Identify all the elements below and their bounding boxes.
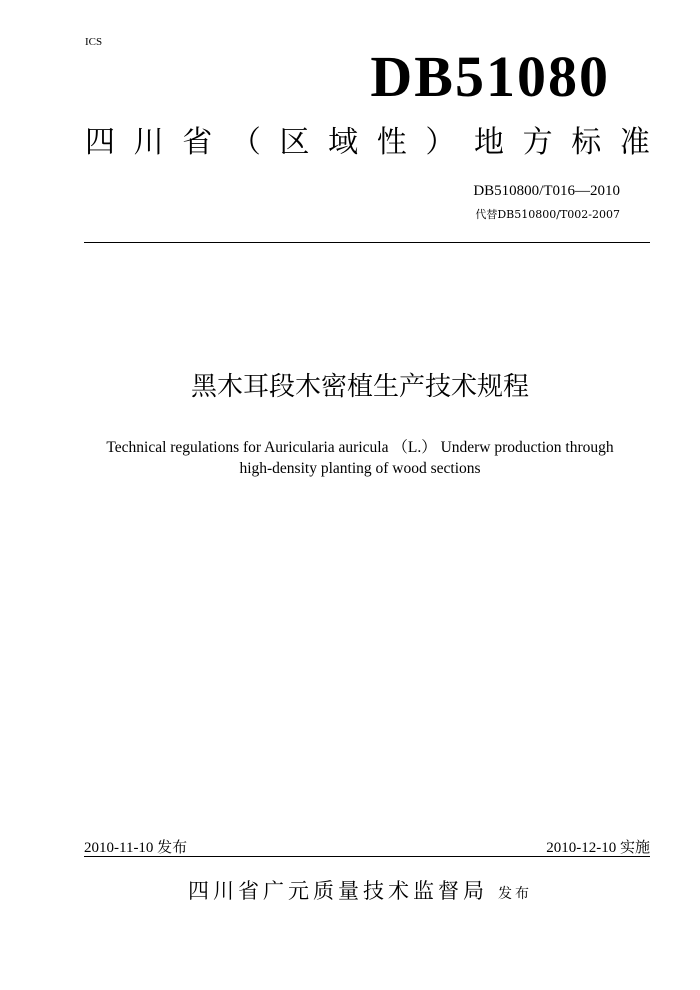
title-english-line1: Technical regulations for Auricularia auricula （L.） Underw production through [106,439,614,456]
implementation-date: 2010-12-10 实施 [546,840,650,856]
standard-type-char: 性 [376,125,407,160]
title-chinese: 黑木耳段木密植生产技术规程 [190,372,529,402]
standard-type-char: 标 [571,125,602,160]
standard-type-char: 方 [522,125,553,160]
standard-number: DB510800/T016—2010 [473,183,620,199]
standard-type-char: 地 [474,125,504,160]
issuer-suffix: 发布 [498,886,532,902]
standard-type-char: 域 [328,125,359,160]
standard-type-char: 省 [182,125,213,160]
standard-type-char: 准 [619,125,650,160]
issue-date: 2010-11-10 发布 [84,840,188,856]
standard-type [85,125,650,160]
standard-code: DB51080 [370,44,610,109]
standard-type-char: （ [230,125,261,160]
footer-divider [84,856,650,857]
standard-type-char: 区 [279,125,310,160]
replaced-standard: 代替DB510800/T002-2007 [475,208,620,221]
standard-type-char: 四 [85,125,115,160]
standard-type-char: ） [425,125,456,160]
issuer-line [0,875,700,905]
title-english-line2: high-density planting of wood sections [239,460,481,477]
header-divider [84,242,650,243]
standard-type-char: 川 [133,125,164,160]
issuer: 四川省广元质量技术监督局 [188,879,488,903]
ics-label: ICS [85,36,103,48]
